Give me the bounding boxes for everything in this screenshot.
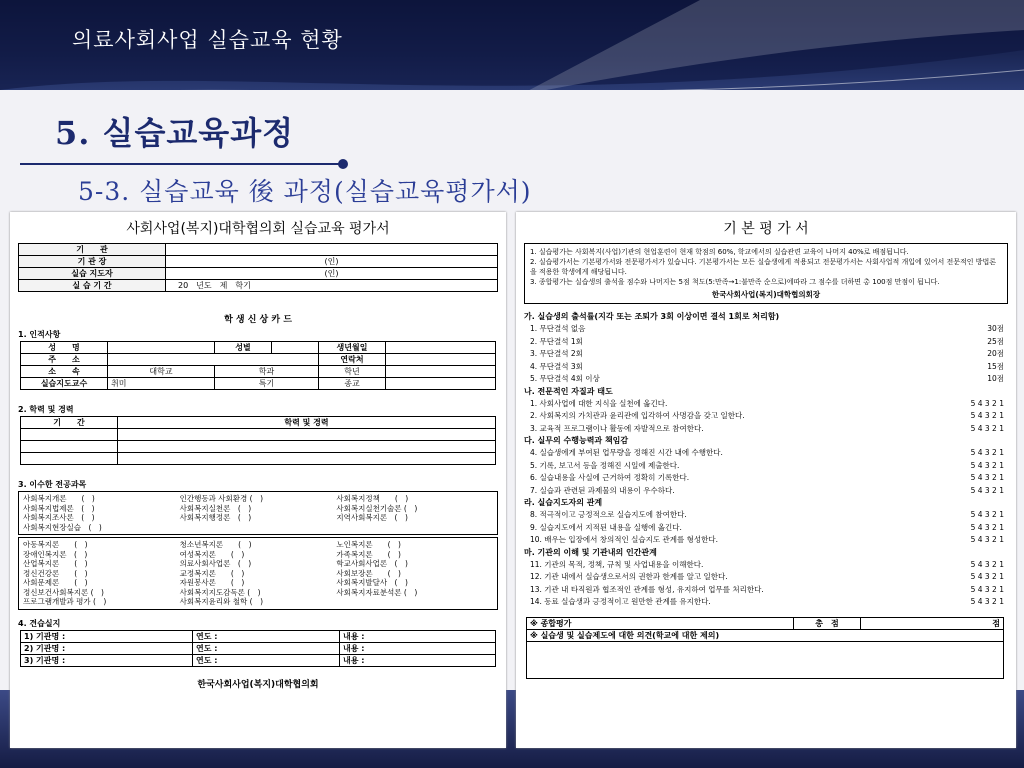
rating-scale: 5 4 3 2 1 bbox=[970, 584, 1004, 594]
course-item: 정신건강론 ( ) bbox=[23, 568, 88, 578]
rating-scale: 5 4 3 2 1 bbox=[970, 473, 1004, 482]
course-row bbox=[23, 578, 493, 588]
item-label: 8. 적극적이고 긍정적으로 실습지도에 참여한다. bbox=[530, 510, 687, 519]
info-value: (인) bbox=[166, 256, 498, 268]
rating-item bbox=[516, 571, 1016, 584]
item-label: 7. 실습과 관련된 과제물의 내용이 우수하다. bbox=[530, 485, 675, 495]
item-score: 15점 bbox=[987, 361, 1004, 371]
course-item: 가족복지론 ( ) bbox=[336, 549, 401, 559]
field-label: 내용 : bbox=[340, 654, 496, 666]
field-value bbox=[272, 342, 319, 354]
course-row bbox=[23, 569, 493, 579]
volunteer-table bbox=[20, 630, 496, 667]
title-underline bbox=[20, 163, 342, 165]
item-score: 25점 bbox=[987, 336, 1004, 346]
item-label: 12. 기관 내에서 실습생으로서의 권한과 한계를 알고 일한다. bbox=[530, 572, 728, 581]
category-heading: 라. 실습지도자의 관계 bbox=[524, 498, 603, 507]
cell bbox=[118, 429, 496, 441]
rating-item bbox=[516, 423, 1016, 436]
rating-scale: 5 4 3 2 1 bbox=[970, 572, 1004, 581]
course-item: 사회복지실천론 ( ) bbox=[179, 503, 252, 513]
opinion-area bbox=[527, 641, 1004, 678]
info-value: 20 년도 제 학기 bbox=[166, 280, 498, 292]
course-item: 사회복지현장실습 ( ) bbox=[23, 522, 102, 532]
rating-item bbox=[516, 485, 1016, 498]
rating-item bbox=[516, 509, 1016, 522]
course-row bbox=[23, 597, 493, 607]
item-label: 4. 무단결석 3회 bbox=[530, 361, 583, 371]
field-label: 특기 bbox=[215, 378, 319, 390]
field-label: 성 명 bbox=[21, 342, 108, 354]
field-label: 내용 : bbox=[340, 642, 496, 654]
rating-scale: 5 4 3 2 1 bbox=[970, 522, 1004, 532]
item-label: 3. 무단결석 2회 bbox=[530, 349, 583, 358]
rating-item bbox=[516, 596, 1016, 609]
field-label: 실습지도교수 bbox=[21, 378, 108, 390]
item-label: 3. 교육적 프로그램이나 활동에 자발적으로 참여한다. bbox=[530, 423, 704, 433]
course-item: 사회보장론 ( ) bbox=[336, 568, 401, 578]
rating-scale: 5 4 3 2 1 bbox=[970, 411, 1004, 420]
rating-item bbox=[516, 472, 1016, 485]
personal-row bbox=[21, 342, 496, 354]
education-row bbox=[21, 429, 496, 441]
item-label: 6. 실습내용을 사실에 근거하여 정확히 기록한다. bbox=[530, 473, 690, 482]
course-item: 정신보건사회복지론 ( ) bbox=[23, 587, 104, 597]
course-row bbox=[23, 523, 493, 533]
field-value bbox=[386, 342, 496, 354]
field-value bbox=[386, 354, 496, 366]
field-label: 학년 bbox=[319, 366, 386, 378]
courses-heading: 3. 이수한 전공과목 bbox=[18, 480, 87, 489]
course-row bbox=[23, 550, 493, 560]
field-label: 취미 bbox=[108, 378, 215, 390]
rating-scale: 5 4 3 2 1 bbox=[970, 485, 1004, 495]
rating-scale: 5 4 3 2 1 bbox=[970, 448, 1004, 457]
instruction-note: 1. 실습평가는 사회복지(사업)기관의 현업훈련이 현재 학점의 60%, 학교에서의 실습관련 교육이 나머지 40%로 배점됩니다. bbox=[530, 248, 909, 256]
course-row bbox=[23, 504, 493, 514]
education-heading: 2. 학력 및 경력 bbox=[18, 405, 74, 414]
course-item: 교정복지론 ( ) bbox=[179, 568, 245, 578]
course-row bbox=[23, 559, 493, 569]
total-label: 총 점 bbox=[794, 617, 861, 629]
summary-table bbox=[526, 617, 1004, 679]
column-header: 기 간 bbox=[21, 417, 118, 429]
field-label: 대학교 bbox=[108, 366, 215, 378]
field-label: 3) 기관명 : bbox=[21, 654, 193, 666]
education-header-row bbox=[21, 417, 496, 429]
evaluation-form-left bbox=[10, 212, 506, 748]
education-table bbox=[20, 416, 496, 465]
course-row bbox=[23, 540, 493, 550]
item-label: 9. 실습지도에서 지적된 내용을 실행에 옮긴다. bbox=[530, 522, 682, 532]
field-label: 성별 bbox=[215, 342, 272, 354]
attendance-item bbox=[516, 373, 1016, 386]
info-row bbox=[19, 268, 498, 280]
rating-item bbox=[516, 584, 1016, 597]
field-value bbox=[108, 354, 319, 366]
item-label: 5. 무단결석 4회 이상 bbox=[530, 374, 600, 383]
volunteer-heading: 4. 견습실지 bbox=[18, 618, 61, 628]
course-item bbox=[180, 523, 337, 533]
field-label: 1) 기관명 : bbox=[21, 630, 193, 642]
course-item: 자원봉사론 ( ) bbox=[179, 578, 245, 587]
info-row bbox=[19, 280, 498, 292]
course-item: 사회복지지도감독론 ( ) bbox=[179, 587, 261, 597]
attendance-item bbox=[516, 361, 1016, 374]
cell bbox=[21, 453, 118, 465]
personal-heading: 1. 인적사항 bbox=[18, 330, 61, 339]
item-label: 11. 기관의 목적, 정책, 규칙 및 사업내용을 이해한다. bbox=[530, 559, 704, 569]
subsection-title: 5-3. 실습교육 後 과정(실습교육평가서) bbox=[78, 177, 532, 206]
field-label: 연도 : bbox=[193, 642, 340, 654]
personal-info-table bbox=[20, 341, 496, 390]
rating-scale: 5 4 3 2 1 bbox=[970, 510, 1004, 519]
right-doc-title: 기 본 평 가 서 bbox=[723, 221, 809, 237]
cell bbox=[21, 429, 118, 441]
item-score: 10점 bbox=[987, 374, 1004, 383]
item-label: 1. 사회사업에 대한 지식을 실천에 옮긴다. bbox=[530, 398, 668, 408]
rating-scale: 5 4 3 2 1 bbox=[970, 535, 1004, 544]
course-item: 사회복지행정론 ( ) bbox=[179, 513, 252, 522]
rating-scale: 5 4 3 2 1 bbox=[970, 423, 1004, 433]
field-value bbox=[108, 342, 215, 354]
info-label: 기 관 장 bbox=[19, 256, 166, 268]
attendance-heading: 가. 실습생의 출석률(지각 또는 조퇴가 3회 이상이면 결석 1회로 처리함) bbox=[524, 312, 780, 321]
course-item: 사회복지발달사 ( ) bbox=[336, 578, 408, 587]
info-row bbox=[19, 256, 498, 268]
item-label: 13. 기관 내 타직원과 협조적인 관계를 형성, 유지하여 업무를 처리한다. bbox=[530, 584, 764, 594]
instructions-box bbox=[524, 243, 1008, 304]
instruction-note: 3. 종합평가는 실습생의 출석을 점수와 나머지는 5점 척도(5:만족→1:불만족 순으로)에따라 그 점수를 더하면 총 100점 만점이 됩니다. bbox=[530, 278, 940, 286]
item-label: 2. 사회복지의 가치관과 윤리관에 입각하여 사명감을 갖고 일한다. bbox=[530, 411, 745, 420]
opinion-box bbox=[527, 641, 1004, 678]
rating-scale: 5 4 3 2 1 bbox=[970, 597, 1004, 606]
info-row bbox=[19, 244, 498, 256]
field-label: 2) 기관명 : bbox=[21, 642, 193, 654]
summary-label: ※ 종합평가 bbox=[527, 617, 794, 629]
course-item: 아동복지론 ( ) bbox=[23, 540, 88, 549]
field-label: 연락처 bbox=[319, 354, 386, 366]
attendance-item bbox=[516, 323, 1016, 336]
instructions-footer: 한국사회사업(복지)대학협의회장 bbox=[711, 290, 821, 299]
course-item: 산업복지론 ( ) bbox=[23, 559, 88, 568]
field-label: 학과 bbox=[215, 366, 319, 378]
cell bbox=[118, 453, 496, 465]
course-item: 사회문제론 ( ) bbox=[23, 578, 88, 587]
item-score: 30점 bbox=[987, 324, 1004, 333]
field-label: 생년월일 bbox=[319, 342, 386, 354]
course-item: 사회복지조사론 ( ) bbox=[23, 513, 95, 522]
course-item: 장애인복지론 ( ) bbox=[23, 549, 88, 559]
course-row bbox=[23, 494, 493, 504]
rating-scale: 5 4 3 2 1 bbox=[970, 559, 1004, 569]
total-unit: 점 bbox=[861, 617, 1004, 629]
rating-scale: 5 4 3 2 1 bbox=[970, 460, 1004, 470]
course-item: 청소년복지론 ( ) bbox=[179, 540, 252, 549]
left-doc-title: 사회사업(복지)대학협의회 실습교육 평가서 bbox=[126, 221, 390, 237]
info-label: 실 습 기 간 bbox=[19, 280, 166, 292]
student-card-title: 학 생 신 상 카 드 bbox=[224, 315, 292, 325]
course-item: 사회복지자료분석론 ( ) bbox=[336, 587, 418, 597]
field-label: 주 소 bbox=[21, 354, 108, 366]
category-heading: 나. 전문적인 자질과 태도 bbox=[524, 386, 613, 396]
category-heading: 다. 실무의 수행능력과 책임감 bbox=[524, 436, 629, 445]
volunteer-row bbox=[21, 630, 496, 642]
info-value: (인) bbox=[166, 268, 498, 280]
field-label: 연도 : bbox=[193, 630, 340, 642]
rating-item bbox=[516, 398, 1016, 411]
item-label: 2. 무단결석 1회 bbox=[530, 336, 583, 346]
rating-item bbox=[516, 410, 1016, 423]
attendance-item bbox=[516, 336, 1016, 349]
info-label: 기 관 bbox=[19, 244, 166, 256]
header-title: 의료사회사업 실습교육 현황 bbox=[72, 28, 343, 52]
field-value bbox=[386, 366, 496, 378]
course-item: 여성복지론 ( ) bbox=[179, 549, 245, 559]
course-item: 인간행동과 사회환경 ( ) bbox=[179, 494, 263, 503]
opinion-label: ※ 실습생 및 실습제도에 대한 의견(학교에 대한 제의) bbox=[527, 629, 1004, 641]
institution-info-table bbox=[18, 243, 498, 292]
item-label: 5. 기록, 보고서 등을 정해진 시일에 제출한다. bbox=[530, 460, 680, 470]
volunteer-row bbox=[21, 642, 496, 654]
rating-item bbox=[516, 460, 1016, 473]
section-title: 5. 실습교육과정 bbox=[55, 114, 295, 152]
education-row bbox=[21, 453, 496, 465]
personal-row bbox=[21, 378, 496, 390]
evaluation-form-right bbox=[516, 212, 1016, 748]
personal-row bbox=[21, 354, 496, 366]
column-header: 학력 및 경력 bbox=[118, 417, 496, 429]
info-value bbox=[166, 244, 498, 256]
course-item: 사회복지윤리와 철학 ( ) bbox=[179, 597, 263, 606]
attendance-item bbox=[516, 348, 1016, 361]
cell bbox=[118, 441, 496, 453]
item-label: 1. 무단결석 없음 bbox=[530, 324, 586, 333]
courses-box-elective bbox=[18, 537, 498, 610]
field-value bbox=[386, 378, 496, 390]
course-item: 사회복지법제론 ( ) bbox=[23, 503, 95, 513]
course-item bbox=[336, 597, 493, 607]
underline-dot bbox=[338, 159, 348, 169]
field-label: 종교 bbox=[319, 378, 386, 390]
course-item: 의료사회사업론 ( ) bbox=[179, 559, 252, 568]
header-banner bbox=[0, 0, 1024, 90]
instruction-note: 2. 실습평가서는 기본평가서와 전문평가서가 있습니다. 기본평가서는 모든 실습생에게 적용되고 전문평가서는 사회사업적 개입에 있어서 전문적인 방법론을 적용한 학생에게 해당됩니다. bbox=[530, 258, 997, 276]
category-heading: 마. 기관의 이해 및 기관내의 인간관계 bbox=[524, 547, 657, 557]
course-row bbox=[23, 588, 493, 598]
course-item: 학교사회사업론 ( ) bbox=[336, 559, 408, 568]
summary-row bbox=[527, 629, 1004, 641]
course-item: 노인복지론 ( ) bbox=[336, 540, 401, 549]
education-row bbox=[21, 441, 496, 453]
item-label: 10. 배우는 입장에서 창의적인 실습지도 관계를 형성한다. bbox=[530, 535, 719, 544]
item-label: 4. 실습생에게 부여된 업무량을 정해진 시간 내에 수행한다. bbox=[530, 448, 723, 457]
rating-scale: 5 4 3 2 1 bbox=[970, 398, 1004, 408]
course-item: 사회복지개론 ( ) bbox=[23, 494, 95, 503]
rating-item bbox=[516, 447, 1016, 460]
info-label: 실습 지도자 bbox=[19, 268, 166, 280]
course-item: 프로그램개발과 평가 ( ) bbox=[23, 597, 107, 606]
field-label: 연도 : bbox=[193, 654, 340, 666]
course-item: 지역사회복지론 ( ) bbox=[336, 513, 408, 522]
item-score: 20점 bbox=[987, 349, 1004, 358]
rating-item bbox=[516, 534, 1016, 547]
courses-box-core bbox=[18, 491, 498, 535]
item-label: 14. 동료 실습생과 긍정적이고 원만한 관계를 유지한다. bbox=[530, 597, 711, 606]
rating-item bbox=[516, 559, 1016, 572]
cell bbox=[21, 441, 118, 453]
course-item: 사회복지정책 ( ) bbox=[336, 494, 409, 503]
left-doc-footer: 한국사회사업(복지)대학협의회 bbox=[197, 679, 319, 690]
personal-row bbox=[21, 366, 496, 378]
rating-item bbox=[516, 522, 1016, 535]
course-row bbox=[23, 513, 493, 523]
volunteer-row bbox=[21, 654, 496, 666]
field-label: 내용 : bbox=[340, 630, 496, 642]
course-item: 사회복지실천기술론 ( ) bbox=[336, 503, 418, 513]
summary-row bbox=[527, 617, 1004, 629]
field-label: 소 속 bbox=[21, 366, 108, 378]
course-item bbox=[336, 523, 493, 533]
